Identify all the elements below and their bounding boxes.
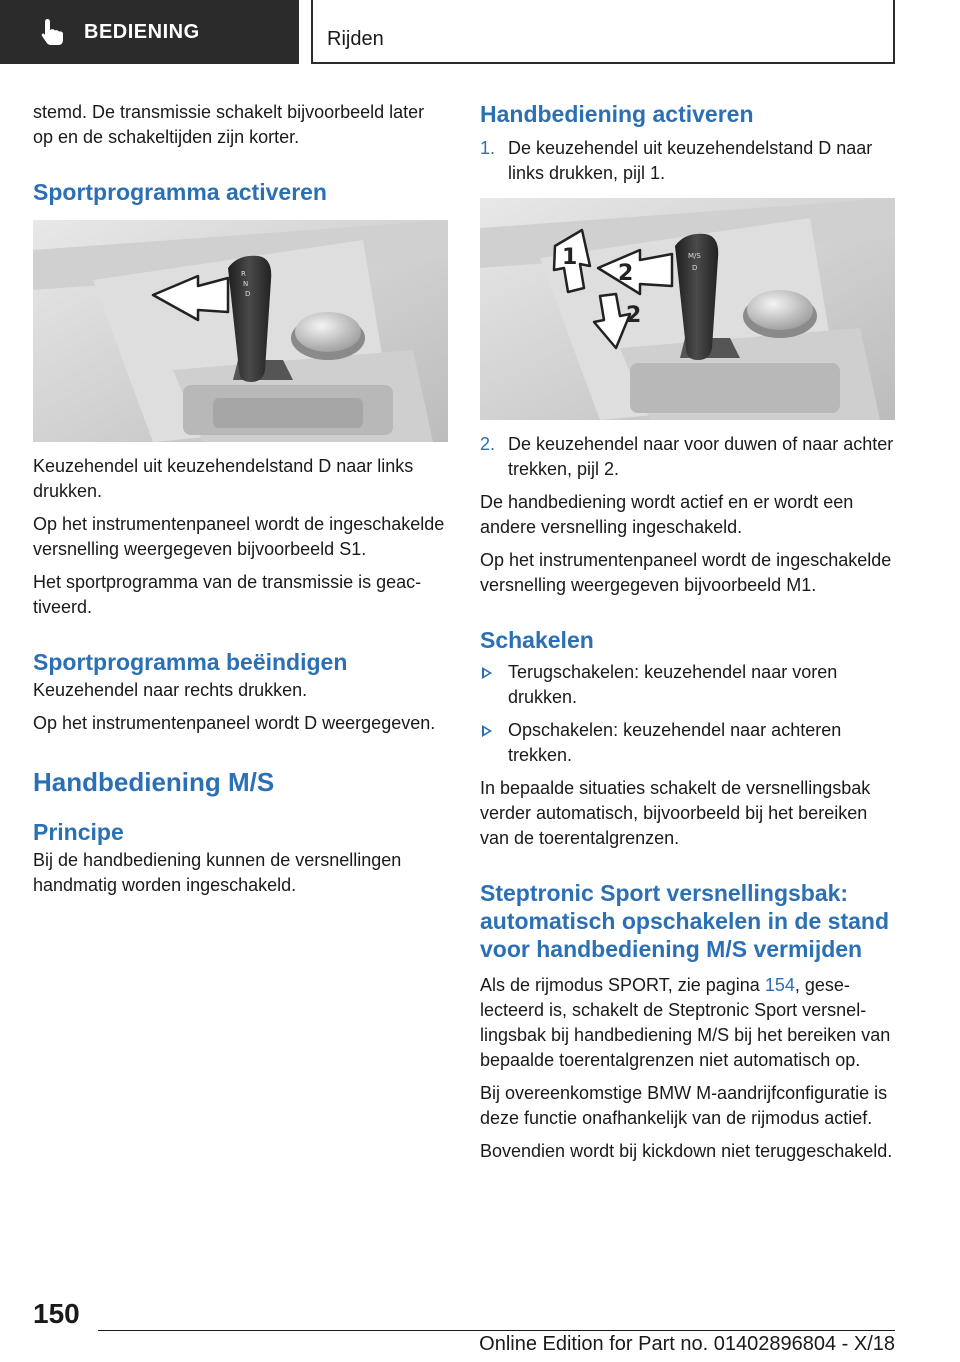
manual-shift-photo [480, 198, 895, 420]
sport-off-p1: Keuzehendel naar rechts drukken. [33, 680, 308, 700]
arrow-label: 2 [626, 303, 642, 328]
right-column [480, 100, 898, 1172]
manual-heading: Handbediening M/S [33, 767, 275, 797]
activate-p1: De handbediening wordt actief en er wordt een andere versnelling ingeschakeld. [480, 492, 854, 537]
section-title: BEDIENING [84, 20, 200, 43]
page-reference-link[interactable]: 154 [764, 975, 795, 995]
principle-text: Bij de handbediening kunnen de versnellingen handmatig worden ingeschakeld. [33, 850, 402, 895]
svg-text:D: D [245, 290, 251, 298]
bullet-item [480, 718, 898, 768]
svg-text:N: N [243, 280, 249, 288]
hand-pointer-icon [36, 15, 70, 49]
svg-text:D: D [692, 264, 698, 272]
svg-text:M/S: M/S [688, 252, 701, 260]
sport-on-p2: Op het instrumentenpaneel wordt de ingeschakelde versnelling weergegeven bijvoorbeeld S1. [33, 514, 445, 559]
bullet-item [480, 660, 898, 710]
step-item [480, 136, 898, 186]
gear-selector-photo [33, 220, 448, 442]
chapter-tab [311, 0, 895, 64]
shift-p1: In bepaalde situaties schakelt de versnellingsbak verder automatisch, bijvoorbeeld bij het bereiken van de toerentalgrenzen. [480, 778, 871, 848]
steptronic-p2: Bij overeenkomstige BMW M-aandrijfconfiguratie is deze functie onafhankelijk van de rijmodus actief. [480, 1083, 888, 1128]
svg-text:R: R [241, 270, 246, 278]
activate-heading: Handbediening activeren [480, 101, 754, 127]
step-number: 1. [480, 138, 496, 158]
principle-heading: Principe [33, 819, 124, 845]
bullet-triangle-icon [482, 667, 492, 679]
intro-text: stemd. De transmissie schakelt bijvoorbeeld later op en de schakeltijden zijn korter. [33, 102, 425, 147]
step-text: De keuzehendel uit keuzehendelstand D naar links drukken, pijl 1. [508, 138, 873, 183]
page-number: 150 [33, 1298, 80, 1329]
bullet-text: Terugschakelen: keuzehendel naar voren drukken. [508, 662, 838, 707]
sport-on-p1: Keuzehendel uit keuzehendelstand D naar links drukken. [33, 456, 414, 501]
sport-off-p2: Op het instrumentenpaneel wordt D weergegeven. [33, 713, 436, 733]
footer-divider [98, 1330, 895, 1331]
steptronic-heading: Steptronic Sport versnellingsbak: automatisch opschakelen in de stand voor handbediening M/S vermijden [480, 880, 889, 962]
shift-heading: Schakelen [480, 627, 594, 653]
steptronic-p1-after: , geselecteerd is, schakelt de Steptronic Sport versnellingsbak bij handbediening M/S bij het bereiken van bepaalde toerentalgrenzen niet automatisch op. [480, 975, 891, 1070]
steptronic-p1-before: Als de rijmodus SPORT, zie pagina [480, 975, 765, 995]
arrow-label: 1 [562, 245, 578, 270]
bullet-text: Opschakelen: keuzehendel naar achteren trekken. [508, 720, 842, 765]
arrow-label: 2 [618, 261, 634, 286]
steptronic-p3: Bovendien wordt bij kickdown niet teruggeschakeld. [480, 1141, 893, 1161]
steptronic-p1 [480, 973, 898, 1073]
sport-off-heading: Sportprogramma beëindigen [33, 649, 348, 675]
step-text: De keuzehendel naar voor duwen of naar achter trekken, pijl 2. [508, 434, 894, 479]
chapter-title: Rijden [327, 28, 384, 50]
sport-on-p3: Het sportprogramma van de transmissie is geactiveerd. [33, 572, 422, 617]
bullet-triangle-icon [482, 725, 492, 737]
section-tab [0, 0, 299, 64]
step-item [480, 432, 898, 482]
activate-p2: Op het instrumentenpaneel wordt de ingeschakelde versnelling weergegeven bijvoorbeeld M1. [480, 550, 892, 595]
step-number: 2. [480, 434, 496, 454]
left-column [33, 100, 448, 906]
sport-on-heading: Sportprogramma activeren [33, 179, 327, 205]
edition-text: Online Edition for Part no. 01402896804 - X/18 [479, 1333, 895, 1355]
